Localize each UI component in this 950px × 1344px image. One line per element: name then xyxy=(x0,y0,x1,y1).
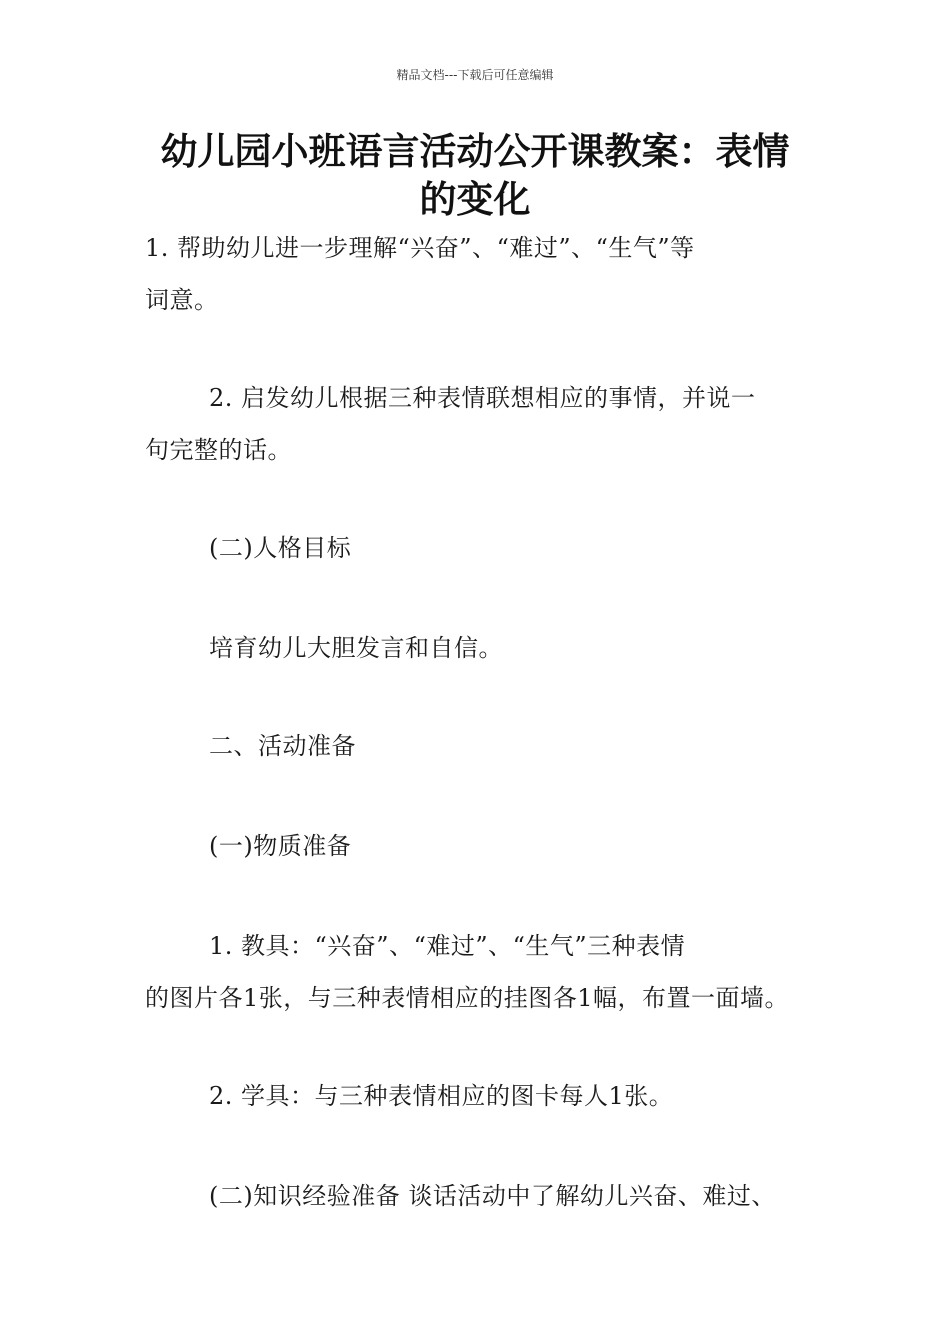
paragraph-line: 词意。 xyxy=(145,286,219,314)
paragraph-line: 2. 启发幼儿根据三种表情联想相应的事情，并说一 xyxy=(209,384,756,412)
section-heading-personality-goal: (二)人格目标 xyxy=(209,534,352,562)
paragraph-goal-2 xyxy=(145,372,825,476)
paragraph-line: 句完整的话。 xyxy=(145,436,292,464)
title-line-1: 幼儿园小班语言活动公开课教案：表情 xyxy=(160,130,790,173)
paragraph-knowledge-prep: (二)知识经验准备 谈话活动中了解幼儿兴奋、难过、 xyxy=(209,1182,776,1210)
section-heading-activity-prep: 二、活动准备 xyxy=(209,732,356,760)
paragraph-line: 1. 帮助幼儿进一步理解“兴奋”、“难过”、“生气”等 xyxy=(145,234,695,262)
document-title xyxy=(140,128,810,224)
page-header: 精品文档---下载后可任意编辑 xyxy=(396,68,554,82)
paragraph-teaching-aids xyxy=(145,920,825,1024)
paragraph-line: 1. 教具：“兴奋”、“难过”、“生气”三种表情 xyxy=(209,932,686,960)
paragraph-line: 的图片各1张，与三种表情相应的挂图各1幅，布置一面墙。 xyxy=(145,984,790,1012)
paragraph-personality-goal: 培育幼儿大胆发言和自信。 xyxy=(209,634,503,662)
section-heading-material-prep: (一)物质准备 xyxy=(209,832,352,860)
paragraph-goal-1 xyxy=(145,222,825,326)
title-line-2: 的变化 xyxy=(419,178,531,221)
paragraph-learning-aids: 2. 学具：与三种表情相应的图卡每人1张。 xyxy=(209,1082,674,1110)
